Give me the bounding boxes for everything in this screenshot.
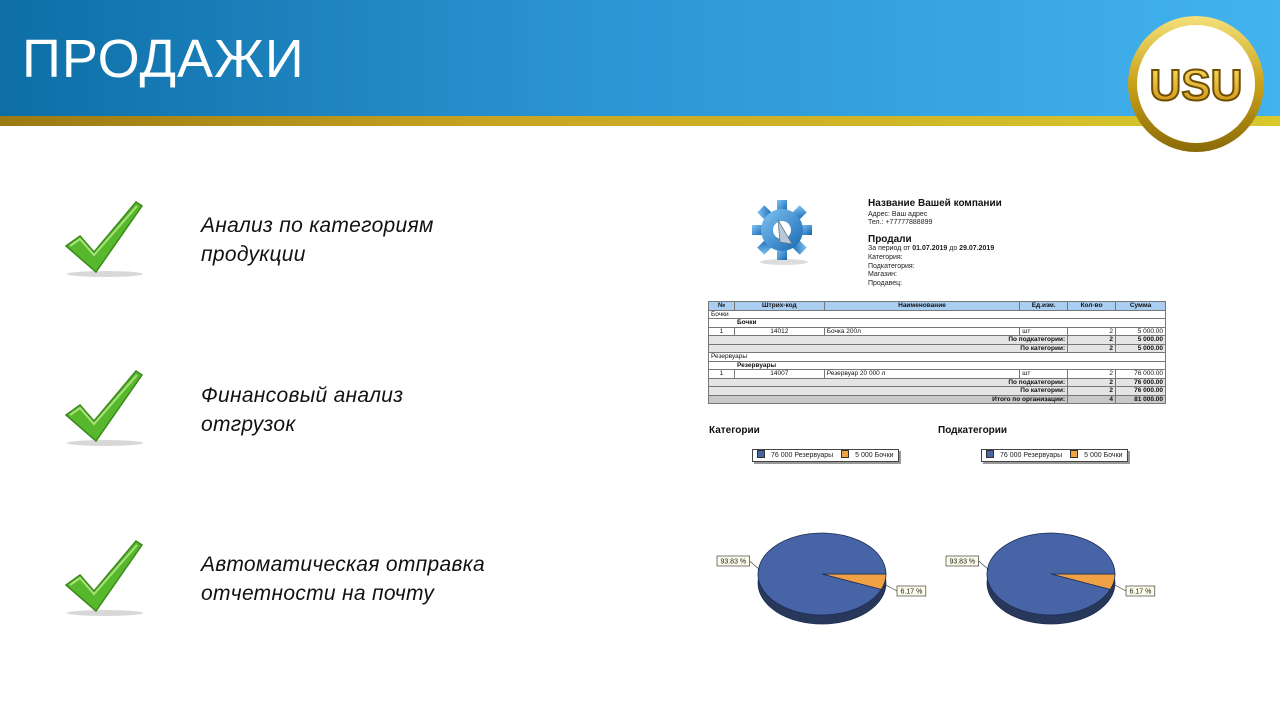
legend-entry: 5 000 Бочки	[855, 452, 894, 459]
bullet-text-category-analysis: Анализ по категориям продукции	[201, 214, 434, 266]
col-num: №	[709, 302, 735, 311]
header-bar	[0, 0, 1280, 116]
chart-legend	[752, 449, 899, 462]
report-period: За период от 01.07.2019 до 29.07.2019	[868, 245, 995, 253]
check-icon	[60, 369, 150, 449]
subcategory-total-row: По подкатегории: 2 5 000.00	[709, 336, 1166, 345]
subcategory-total-row: По подкатегории: 2 76 000.00	[709, 378, 1166, 387]
chart-title: Категории	[709, 425, 760, 436]
company-address: Адрес: Ваш адрес	[868, 210, 928, 218]
subcategory-row: Бочки	[709, 319, 1166, 328]
logo-text: USU	[1149, 61, 1243, 110]
legend-entry: 76 000 Резервуары	[771, 452, 834, 459]
report-table	[708, 301, 1166, 404]
report-title: Продали	[868, 233, 912, 245]
filter-store: Магазин:	[868, 271, 897, 279]
category-row: Резервуары	[709, 353, 1166, 362]
data-label: 6.17 %	[1129, 588, 1152, 596]
company-phone: Тел.: +77777888899	[868, 219, 933, 227]
category-total-row: По категории: 2 76 000.00	[709, 387, 1166, 396]
table-header-row	[709, 302, 1166, 311]
col-unit: Ед.изм.	[1020, 302, 1068, 311]
grand-total-row: Итого по организации: 4 81 000.00	[709, 395, 1166, 404]
data-label: 6.17 %	[900, 588, 923, 596]
bullet-text-email-reports: Автоматическая отправка отчетности на почту	[201, 553, 485, 605]
subcategory-row: Резервуары	[709, 361, 1166, 370]
data-label: 93.83 %	[949, 558, 976, 566]
filter-subcategory: Подкатегория:	[868, 262, 915, 270]
data-label-leader	[750, 561, 760, 570]
check-icon	[60, 539, 150, 619]
page-title: ПРОДАЖИ	[22, 29, 305, 89]
legend-swatch	[1070, 450, 1078, 458]
table-row: 1 14007 Резервуар 20 000 л шт 2 76 000.00	[709, 370, 1166, 379]
col-barcode: Штрих-код	[734, 302, 824, 311]
chart-title: Подкатегории	[938, 425, 1008, 436]
data-label: 93.83 %	[720, 558, 747, 566]
col-sum: Сумма	[1116, 302, 1166, 311]
usu-logo	[1126, 14, 1266, 154]
company-name: Название Вашей компании	[868, 198, 1002, 209]
col-qty: Кол-во	[1068, 302, 1116, 311]
category-total-row: По категории: 2 5 000.00	[709, 344, 1166, 353]
pie-slice-резервуары	[987, 533, 1115, 615]
check-icon	[60, 200, 150, 280]
legend-swatch	[841, 450, 849, 458]
gear-icon	[752, 196, 814, 268]
legend-entry: 76 000 Резервуары	[1000, 452, 1063, 459]
filter-category: Категория:	[868, 253, 903, 261]
bullet-text-financial-analysis: Финансовый анализ отгрузок	[201, 384, 404, 436]
category-row: Бочки	[709, 310, 1166, 319]
data-label-leader	[979, 561, 989, 570]
legend-swatch	[986, 450, 994, 458]
pie-slice-резервуары	[758, 533, 886, 615]
pie-chart	[706, 528, 936, 642]
filter-seller: Продавец:	[868, 279, 903, 287]
header-stripe	[0, 116, 1280, 126]
chart-legend	[981, 449, 1128, 462]
col-name: Наименование	[824, 302, 1019, 311]
legend-swatch	[757, 450, 765, 458]
pie-chart	[935, 528, 1165, 642]
report-header	[868, 200, 1002, 288]
legend-entry: 5 000 Бочки	[1084, 452, 1123, 459]
table-row: 1 14012 Бочка 200л шт 2 5 000.00	[709, 327, 1166, 336]
